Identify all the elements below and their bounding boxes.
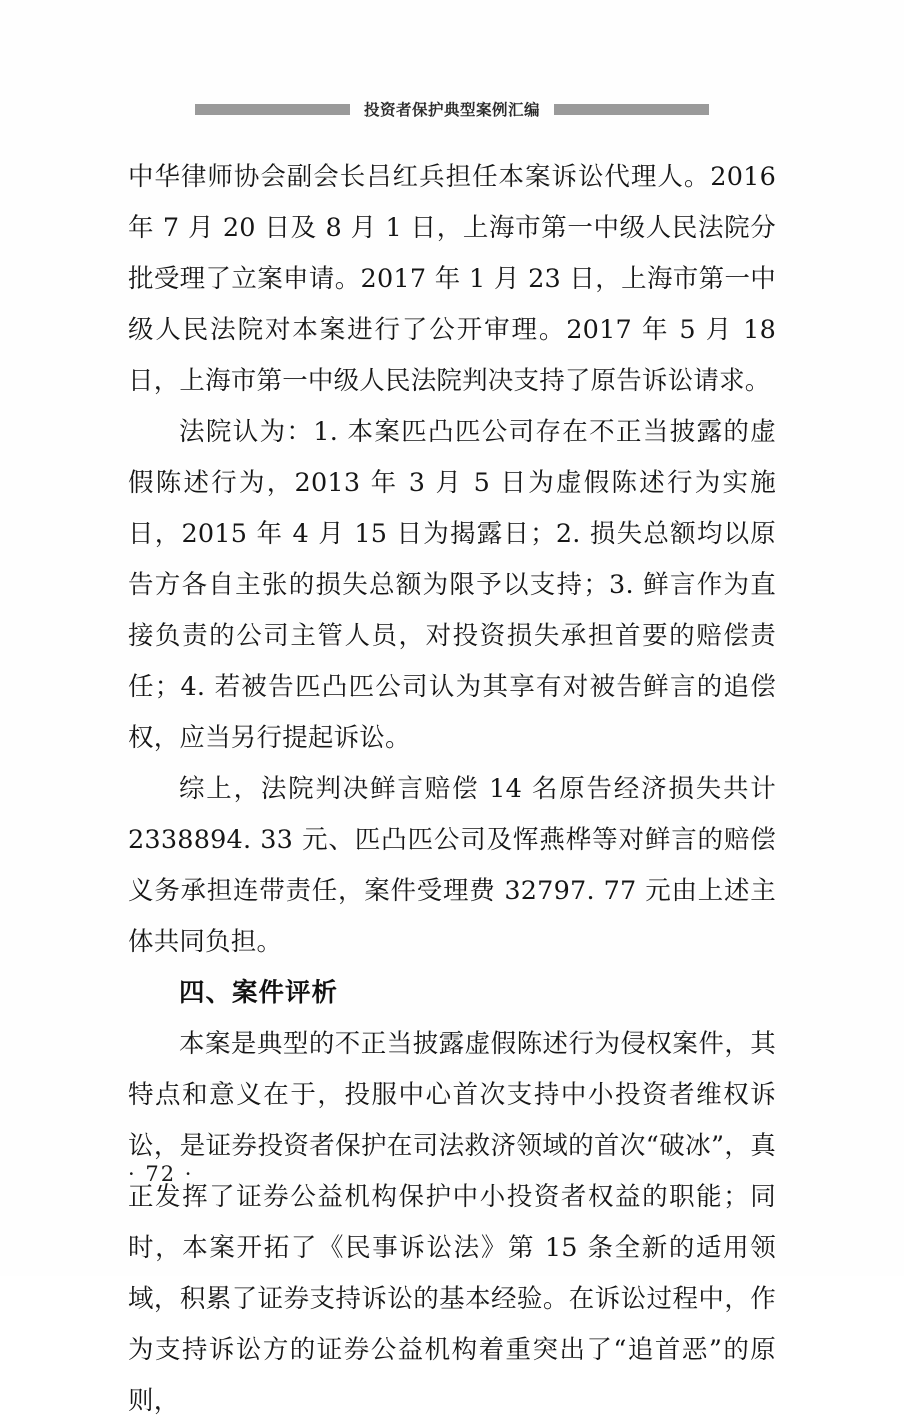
header-rule-right xyxy=(554,104,709,115)
paragraph-court-holding: 法院认为：1. 本案匹凸匹公司存在不正当披露的虚假陈述行为，2013 年 3 月 5 日为虚假陈述行为实施日，2015 年 4 月 15 日为揭露日；2. 损失总额均以原告方各自主张的损失总额为限予以支持；3. 鲜言作为直接负责的公司主管人员，对投资损失承担首要的赔偿责任；4. 若被告匹凸匹公司认为其享有对被告鲜言的追偿权，应当另行提起诉讼。 xyxy=(128,417,776,753)
page-number: · 72 · xyxy=(128,1162,194,1186)
body-text-block xyxy=(128,152,776,1427)
section-heading-case-analysis: 四、案件评析 xyxy=(179,978,339,1008)
paragraph-case-analysis: 本案是典型的不正当披露虚假陈述行为侵权案件，其特点和意义在于，投服中心首次支持中小投资者维权诉讼，是证券投资者保护在司法救济领域的首次“破冰”，真正发挥了证券公益机构保护中小投资者权益的职能；同时，本案开拓了《民事诉讼法》第 15 条全新的适用领域，积累了证券支持诉讼的基本经验。在诉讼过程中，作为支持诉讼方的证券公益机构着重突出了“追首恶”的原则， xyxy=(128,1029,776,1416)
running-head xyxy=(0,96,904,122)
running-head-title: 投资者保护典型案例汇编 xyxy=(363,101,540,119)
paragraph-judgment-summary: 综上，法院判决鲜言赔偿 14 名原告经济损失共计 2338894. 33 元、匹凸匹公司及恽燕桦等对鲜言的赔偿义务承担连带责任，案件受理费 32797. 77 元由上述主体共同负担。 xyxy=(128,774,776,957)
paragraph-court-filing: 中华律师协会副会长吕红兵担任本案诉讼代理人。2016 年 7 月 20 日及 8 月 1 日，上海市第一中级人民法院分批受理了立案申请。2017 年 1 月 23 日，上海市第一中级人民法院对本案进行了公开审理。2017 年 5 月 18 日，上海市第一中级人民法院判决支持了原告诉讼请求。 xyxy=(128,162,776,396)
header-rule-left xyxy=(195,104,350,115)
